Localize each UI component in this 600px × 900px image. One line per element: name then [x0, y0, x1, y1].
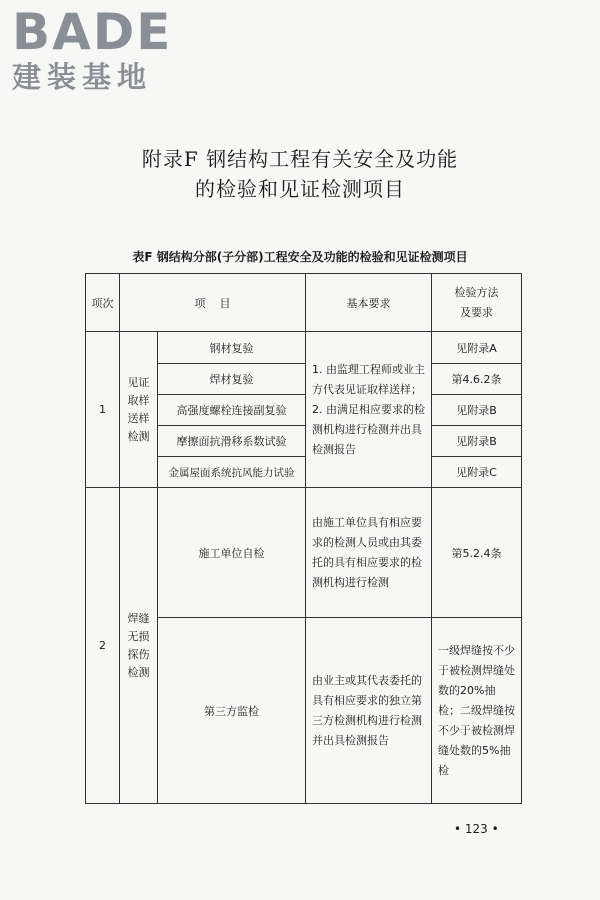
group1-method-2: 第4.6.2条 — [432, 364, 522, 395]
watermark-brand: BADE — [12, 3, 173, 61]
group1-item-2: 焊材复验 — [158, 364, 306, 395]
header-method: 检验方法 及要求 — [432, 274, 522, 332]
group2-item-1: 施工单位自检 — [158, 488, 306, 618]
header-requirement: 基本要求 — [306, 274, 432, 332]
group1-requirement: 1. 由监理工程师或业主方代表见证取样送样； 2. 由满足相应要求的检测机构进行检测并出具检测报告 — [306, 332, 432, 488]
group1-item-3: 高强度螺栓连接副复验 — [158, 395, 306, 426]
group2-method-2: 一级焊缝按不少于被检测焊缝处数的20%抽检；二级焊缝按不少于被检测焊缝处数的5%抽检 — [432, 618, 522, 804]
group1-category: 见证 取样 送样 检测 — [120, 332, 158, 488]
appendix-title — [0, 144, 600, 204]
inspection-table — [85, 273, 522, 804]
group2-method-1: 第5.2.4条 — [432, 488, 522, 618]
group1-item-1: 钢材复验 — [158, 332, 306, 364]
table-row — [86, 332, 522, 364]
title-line-2: 的检验和见证检测项目 — [195, 177, 405, 201]
watermark-subtitle: 建装基地 — [12, 60, 153, 94]
title-line-1: 附录F 钢结构工程有关安全及功能 — [141, 147, 459, 171]
watermark-logo — [12, 3, 182, 94]
page-number: • 123 • — [454, 822, 499, 836]
table-row — [86, 488, 522, 618]
group1-item-4: 摩擦面抗滑移系数试验 — [158, 426, 306, 457]
group2-requirement-1: 由施工单位具有相应要求的检测人员或由其委托的具有相应要求的检测机构进行检测 — [306, 488, 432, 618]
group2-item-2: 第三方监检 — [158, 618, 306, 804]
header-item: 项 目 — [120, 274, 306, 332]
group1-method-3: 见附录B — [432, 395, 522, 426]
group1-method-4: 见附录B — [432, 426, 522, 457]
group1-seq: 1 — [86, 332, 120, 488]
group2-requirement-2: 由业主或其代表委托的具有相应要求的独立第三方检测机构进行检测并出具检测报告 — [306, 618, 432, 804]
group1-method-1: 见附录A — [432, 332, 522, 364]
group1-item-5: 金属屋面系统抗风能力试验 — [158, 457, 306, 488]
table-header-row — [86, 274, 522, 332]
header-seq: 项次 — [86, 274, 120, 332]
table-caption: 表F 钢结构分部(子分部)工程安全及功能的检验和见证检测项目 — [132, 250, 468, 264]
group2-seq: 2 — [86, 488, 120, 804]
group2-category: 焊缝 无损 探伤 检测 — [120, 488, 158, 804]
group1-method-5: 见附录C — [432, 457, 522, 488]
